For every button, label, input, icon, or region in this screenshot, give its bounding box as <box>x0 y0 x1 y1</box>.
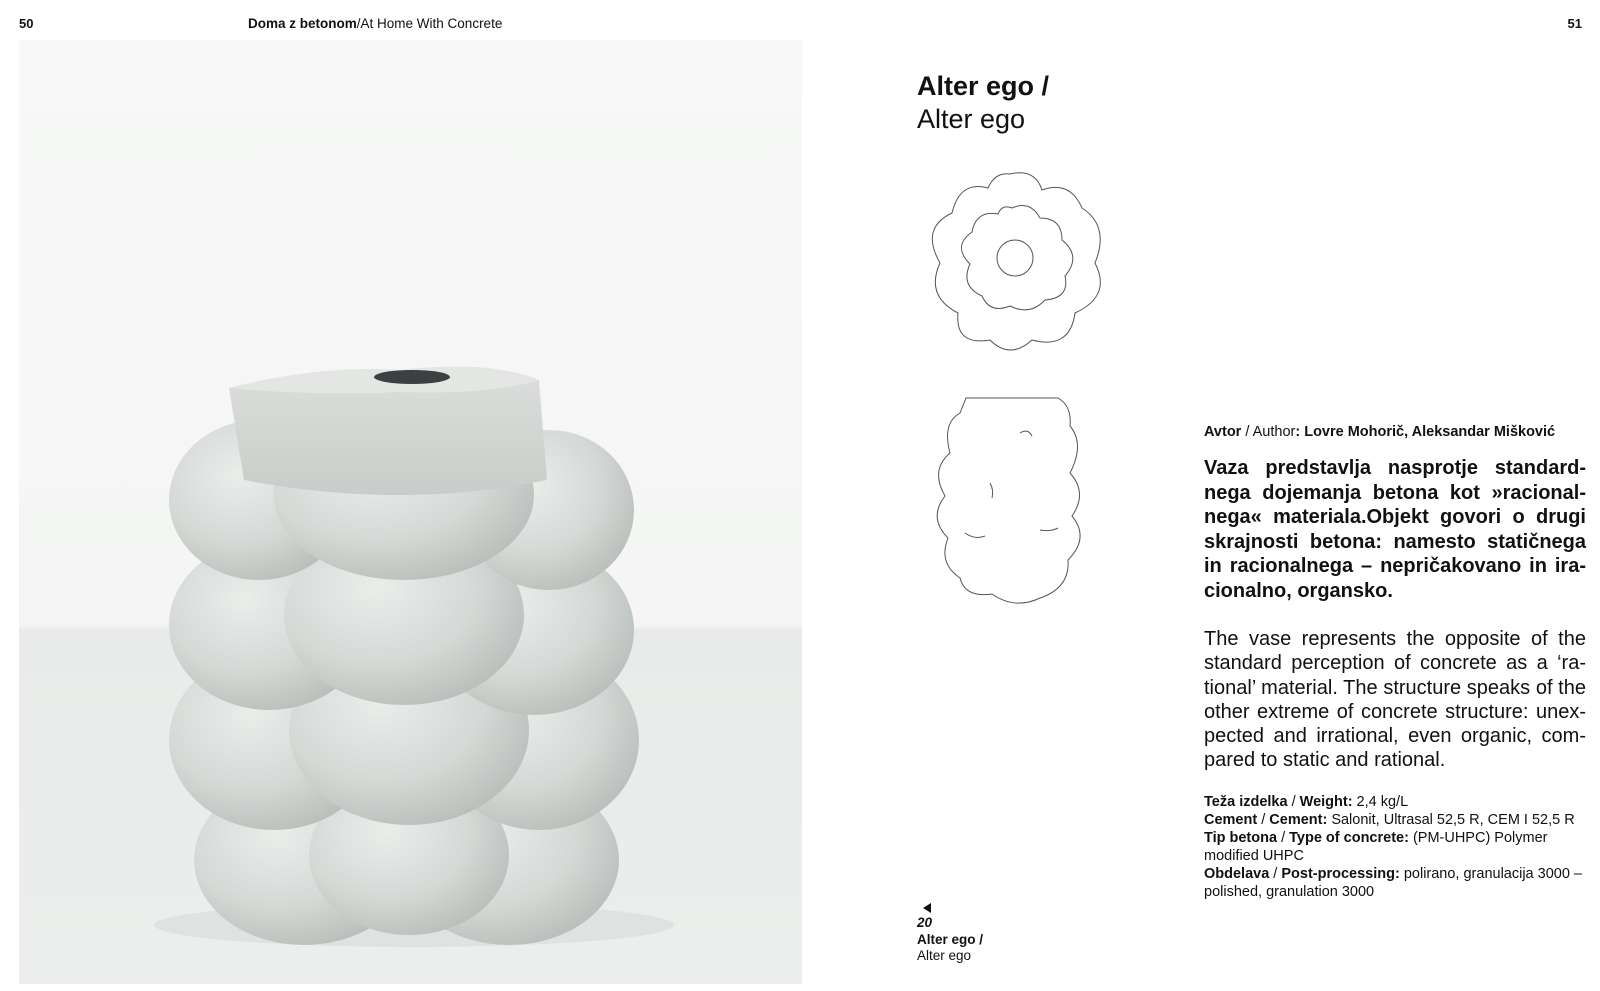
author-colon: : <box>1295 424 1305 440</box>
spec-post-processing: Obdelava / Post-processing: polirano, granulacija 3000 – polished, granulation 3000 <box>1204 866 1582 900</box>
spec-label-si: Cement <box>1204 812 1258 828</box>
running-header-en: At Home With Concrete <box>360 16 503 31</box>
spec-value: (PM-UHPC) Polymer modified UHPC <box>1204 830 1548 864</box>
photo-caption <box>917 915 983 965</box>
product-name-en: Alter ego <box>917 104 1026 134</box>
product-title <box>917 70 1049 136</box>
running-header-si: Doma z betonom <box>248 16 357 31</box>
spec-label-en: Cement: <box>1269 812 1328 828</box>
caption-name-si: Alter ego / <box>917 931 984 947</box>
author-names: Lovre Mohorič, Aleksandar Mišković <box>1304 424 1556 440</box>
spec-value: polirano, granulacija 3000 – polished, granulation 3000 <box>1204 866 1582 900</box>
running-header-separator: / <box>356 16 361 31</box>
spec-label-en: Post-processing: <box>1281 866 1400 882</box>
author-label-si: Avtor <box>1204 424 1242 440</box>
vase-photo <box>19 40 802 984</box>
technical-drawings <box>920 168 1120 623</box>
spec-value: 2,4 kg/L <box>1352 794 1409 810</box>
author-line <box>1204 424 1555 440</box>
caption-pointer <box>917 903 931 915</box>
spec-label-si: Tip betona <box>1204 830 1278 846</box>
spec-label-en: Weight: <box>1299 794 1353 810</box>
page-number-right: 51 <box>1567 16 1582 31</box>
spec-label-si: Obdelava <box>1204 866 1270 882</box>
running-header <box>248 16 502 31</box>
spec-concrete-type: Tip betona / Type of concrete: (PM-UHPC) Polymer modified UHPC <box>1204 830 1548 864</box>
specs-list <box>1204 793 1594 901</box>
caption-number: 20 <box>917 915 933 930</box>
arrow-left-icon <box>923 903 931 913</box>
side-view-drawing <box>937 398 1080 603</box>
page-number-left: 50 <box>19 16 34 31</box>
caption-name-en: Alter ego <box>917 948 972 963</box>
spec-weight: Teža izdelka / Weight: 2,4 kg/L <box>1204 794 1409 810</box>
top-view-drawing <box>932 173 1100 350</box>
author-label-sep: / <box>1241 424 1253 440</box>
product-name-si: Alter ego / <box>917 71 1050 101</box>
spec-label-en: Type of concrete: <box>1289 830 1409 846</box>
description-si: Vaza predstavlja nasprotje standard-nega dojemanja betona kot »racional-nega« materiala.Objekt govori o drugi skrajnosti betona: namesto statičnega in racionalnega – nepričakovano in ira-cionalno, organsko. <box>1204 457 1586 602</box>
author-label-en: Author <box>1252 424 1296 440</box>
spec-label-si: Teža izdelka <box>1204 794 1288 810</box>
description-en: The vase represents the opposite of the standard perception of concrete as a ‘ra-tional’ material. The structure speaks of the other extreme of concrete structure: unex-pected and irrational, even organic, com-pared to static and rational. <box>1204 628 1586 772</box>
spec-cement: Cement / Cement: Salonit, Ultrasal 52,5 R, CEM I 52,5 R <box>1204 812 1575 828</box>
spec-value: Salonit, Ultrasal 52,5 R, CEM I 52,5 R <box>1327 812 1575 828</box>
